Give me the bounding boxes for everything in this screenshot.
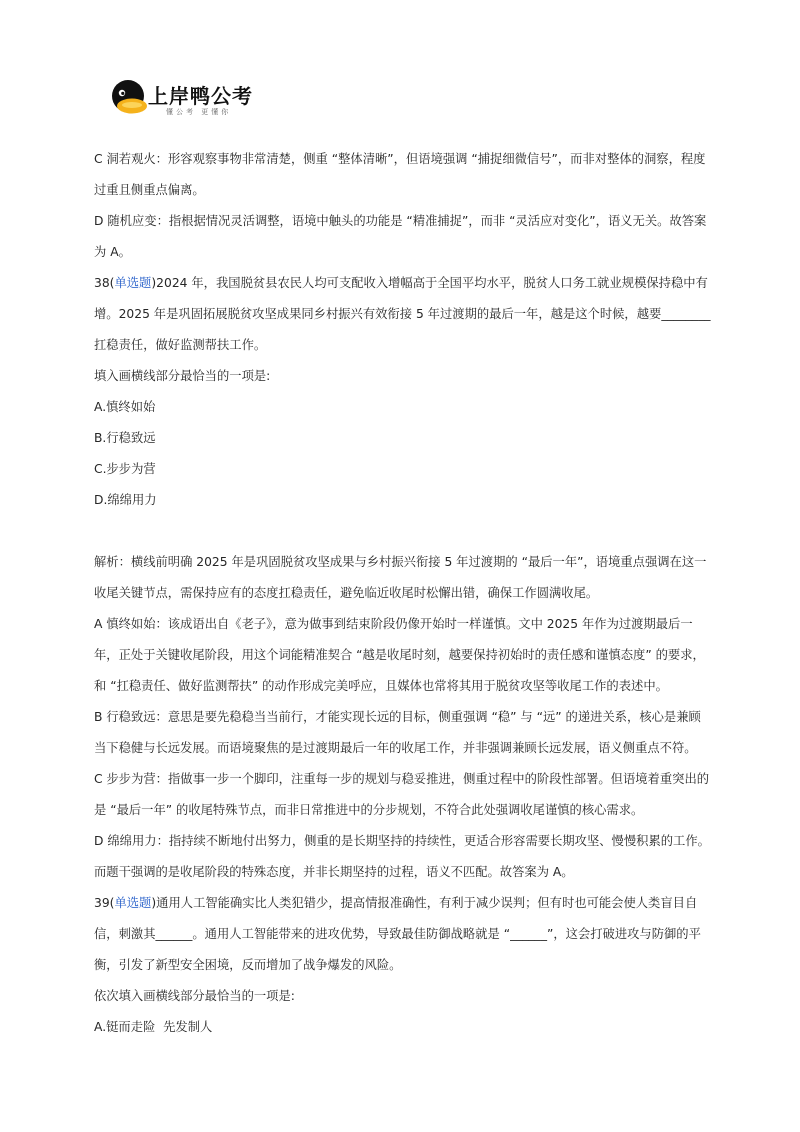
analysis-option-a: A 慎终如始：该成语出自《老子》，意为做事到结束阶段仍像开始时一样谨慎。文中 2025 年作为过渡期最后一年，正处于关键收尾阶段，用这个词能精准契合 “越是收尾时刻，越要保持初始时的责任感和谨慎态度” 的要求，和 “扛稳责任、做好监测帮扶” 的动作形成完美呼应，且媒体也常将其用于脱贫攻坚等收尾工作的表述中。 — [94, 617, 705, 693]
document-body — [94, 144, 712, 1043]
question-number-close: ) — [151, 276, 157, 290]
duck-mascot-icon — [108, 78, 148, 118]
question-stem: 通用人工智能确实比人类犯错少，提高情报准确性，有利于减少误判；但有时也可能会使人类盲目自信，刺激其______。通用人工智能带来的进攻优势，导致最佳防御战略就是 “______”，这会打破进攻与防御的平衡，引发了新型安全困境，反而增加了战争爆发的风险。 — [94, 896, 701, 972]
option-d-explanation: D 随机应变：指根据情况灵活调整，语境中触头的功能是 “精准捕捉”，而非 “灵活应对变化”，语义无关。故答案为 A。 — [94, 214, 707, 259]
question-number-close: ) — [151, 896, 157, 910]
question-prompt: 依次填入画横线部分最恰当的一项是: — [94, 989, 295, 1003]
question-38 — [94, 268, 712, 361]
spacer — [94, 516, 712, 547]
question-type: 单选题 — [114, 276, 152, 290]
analysis-option-d: D 绵绵用力：指持续不断地付出努力，侧重的是长期坚持的持续性，更适合形容需要长期攻坚、慢慢积累的工作。而题干强调的是收尾阶段的特殊态度，并非长期坚持的过程，语义不匹配。故答案为 A。 — [94, 834, 710, 879]
question-stem: 2024 年，我国脱贫县农民人均可支配收入增幅高于全国平均水平，脱贫人口务工就业规模保持稳中有增。2025 年是巩固拓展脱贫攻坚成果同乡村振兴有效衔接 5 年过渡期的最后一年，越是这个时候，越要________扛稳责任，做好监测帮扶工作。 — [94, 276, 711, 352]
brand-logo — [108, 78, 258, 120]
choice-a: A.慎终如始 — [94, 400, 156, 414]
option-c-explanation: C 洞若观火：形容观察事物非常清楚，侧重 “整体清晰”，但语境强调 “捕捉细微信号”，而非对整体的洞察，程度过重且侧重点偏离。 — [94, 152, 706, 197]
choice-c: C.步步为营 — [94, 462, 156, 476]
brand-name: 上岸鸭公考 — [148, 84, 253, 108]
choice-a: A.铤而走险 先发制人 — [94, 1020, 213, 1034]
question-type: 单选题 — [114, 896, 152, 910]
analysis-option-c: C 步步为营：指做事一步一个脚印，注重每一步的规划与稳妥推进，侧重过程中的阶段性部署。但语境着重突出的是 “最后一年” 的收尾特殊节点，而非日常推进中的分步规划，不符合此处强调收尾谨慎的核心需求。 — [94, 772, 710, 817]
question-number: 38( — [94, 276, 115, 290]
choice-d: D.绵绵用力 — [94, 493, 157, 507]
question-39 — [94, 888, 712, 981]
question-prompt: 填入画横线部分最恰当的一项是: — [94, 369, 271, 383]
question-number: 39( — [94, 896, 115, 910]
brand-tagline: 懂公考 更懂你 — [166, 108, 232, 116]
analysis-option-b: B 行稳致远：意思是要先稳稳当当前行，才能实现长远的目标，侧重强调 “稳” 与 “远” 的递进关系，核心是兼顾当下稳健与长远发展。而语境聚焦的是过渡期最后一年的收尾工作，并非强调兼顾长远发展，语义侧重点不符。 — [94, 710, 701, 755]
analysis-paragraph: 解析：横线前明确 2025 年是巩固脱贫攻坚成果与乡村振兴衔接 5 年过渡期的 “最后一年”，语境重点强调在这一收尾关键节点，需保持应有的态度扛稳责任，避免临近收尾时松懈出错，确保工作圆满收尾。 — [94, 555, 707, 600]
choice-b: B.行稳致远 — [94, 431, 156, 445]
